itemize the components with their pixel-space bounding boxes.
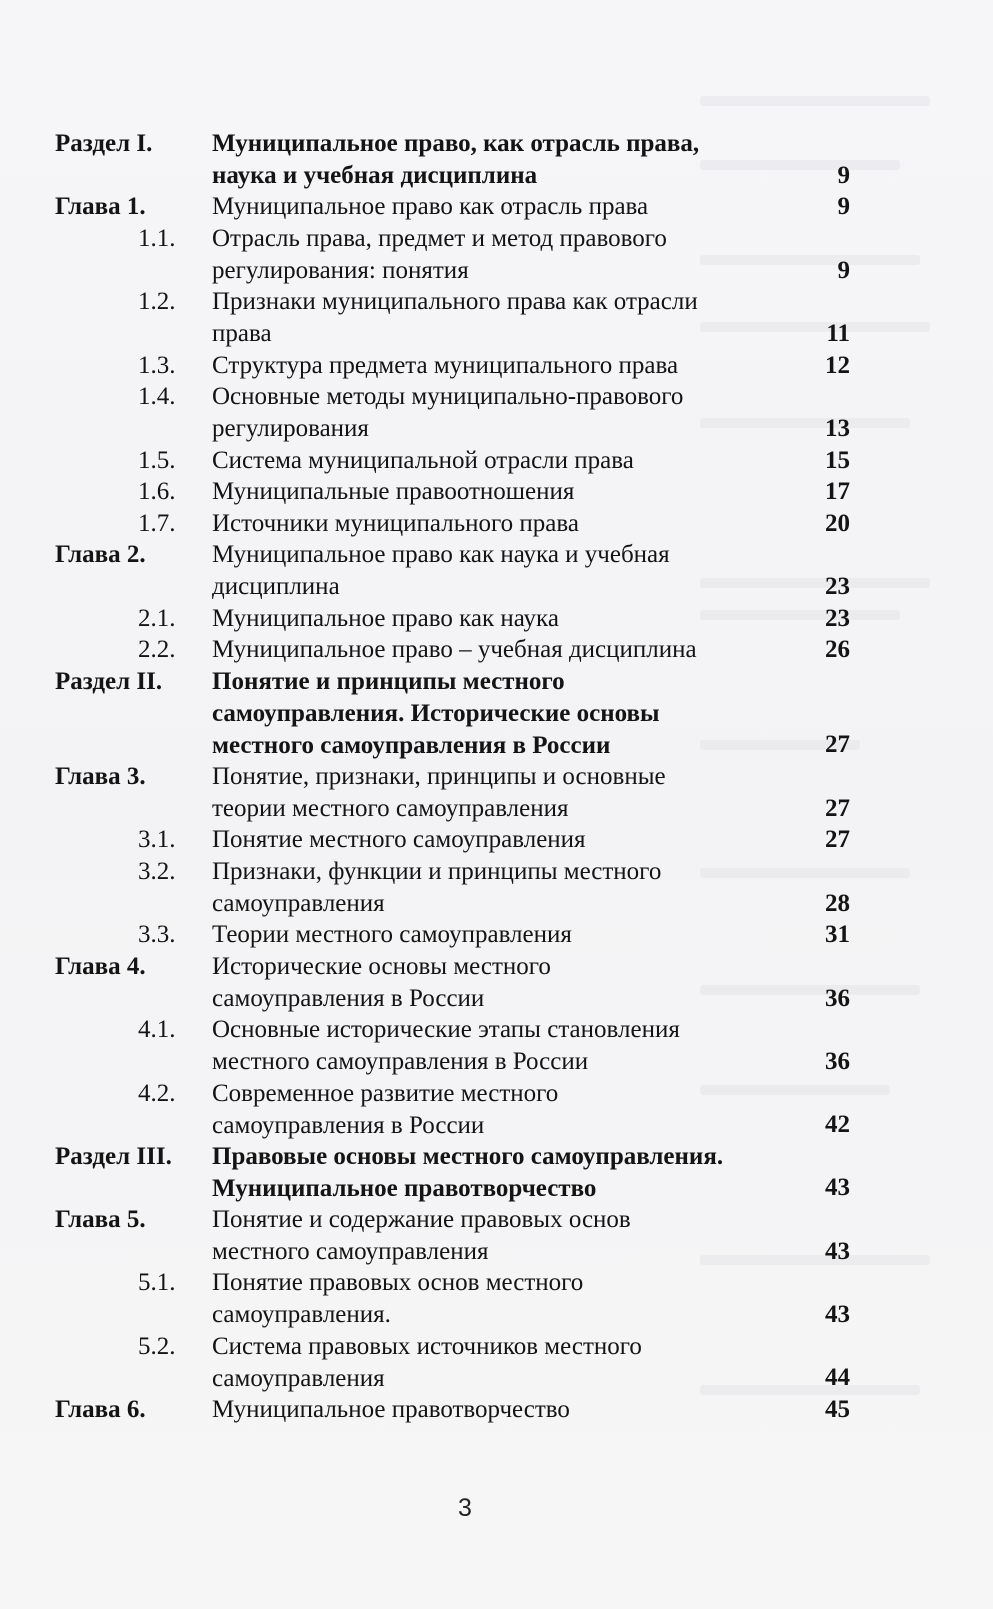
toc-page-number: 12 xyxy=(825,351,850,379)
toc-page-number: 36 xyxy=(825,1047,850,1075)
toc-entry-number: 1.1. xyxy=(138,224,176,252)
toc-entry-number: 1.7. xyxy=(138,509,176,537)
toc-entry-number: 1.6. xyxy=(138,478,176,506)
page-number: 3 xyxy=(458,1494,472,1522)
toc-entry-title xyxy=(212,634,772,666)
toc-entry-chapter xyxy=(0,1204,993,1267)
toc-title-line: Понятие, признаки, принципы и основные xyxy=(212,763,666,790)
toc-page-number: 36 xyxy=(825,984,850,1012)
toc-title-line: Понятие и принципы местного xyxy=(212,668,565,696)
toc-entry-sub xyxy=(0,919,993,951)
toc-page-number: 43 xyxy=(825,1301,850,1329)
toc-page-number: 27 xyxy=(825,731,850,759)
toc-title-line: самоуправления xyxy=(212,1364,385,1392)
toc-entry-title xyxy=(212,1014,772,1078)
toc-entry-title xyxy=(212,1331,772,1395)
toc-title-line: Муниципальное право как отрасль права xyxy=(212,193,649,221)
toc-entry-number: 1.4. xyxy=(138,383,176,411)
toc-entry-title xyxy=(212,223,772,287)
toc-entry-section xyxy=(0,128,993,191)
toc-entry-number: 1.3. xyxy=(138,351,176,379)
toc-title-line: теории местного самоуправления xyxy=(212,795,569,822)
toc-page-number: 26 xyxy=(825,636,850,664)
toc-entry-number: 3.2. xyxy=(138,857,176,885)
toc-entry-sub xyxy=(0,350,993,382)
toc-entry-number: 5.1. xyxy=(138,1269,176,1297)
toc-page-number: 44 xyxy=(825,1364,850,1392)
toc-entry-sub xyxy=(0,856,993,919)
toc-title-line: Муниципальное право, как отрасль права, xyxy=(212,130,700,157)
toc-page-number: 43 xyxy=(825,1174,850,1202)
toc-entry-sub xyxy=(0,1331,993,1394)
toc-title-line: регулирования xyxy=(212,415,369,443)
toc-entry-number: Глава 4. xyxy=(55,952,146,980)
toc-entry-number: Раздел I. xyxy=(55,130,153,157)
toc-entry-title xyxy=(212,381,772,445)
toc-entry-title xyxy=(212,1078,772,1142)
toc-entry-number: 3.3. xyxy=(138,921,176,949)
toc-page-number: 9 xyxy=(837,193,850,221)
toc-title-line: дисциплина xyxy=(212,573,340,601)
toc-title-line: самоуправления. xyxy=(212,1301,391,1329)
toc-entry-section xyxy=(0,666,993,761)
toc-entry-title xyxy=(212,761,772,825)
toc-page-number: 42 xyxy=(825,1111,850,1139)
toc-entry-title xyxy=(212,856,772,920)
toc-page-number: 31 xyxy=(825,921,850,949)
toc-entry-chapter xyxy=(0,539,993,602)
toc-entry-number: 2.2. xyxy=(138,636,176,664)
toc-title-line: местного самоуправления в России xyxy=(212,1048,589,1076)
toc-entry-number: 4.2. xyxy=(138,1079,176,1107)
toc-title-line: Понятие правовых основ местного xyxy=(212,1269,584,1297)
toc-title-line: Современное развитие местного xyxy=(212,1079,559,1107)
toc-entry-chapter xyxy=(0,191,993,223)
toc-page-number: 43 xyxy=(825,1237,850,1265)
toc-entry-number: Глава 2. xyxy=(55,541,146,569)
toc-entry-number: 1.2. xyxy=(138,288,176,316)
toc-page-number: 9 xyxy=(837,256,850,284)
toc-title-line: местного самоуправления xyxy=(212,1238,489,1266)
toc-title-line: регулирования: понятия xyxy=(212,256,469,284)
toc-entry-title xyxy=(212,508,772,540)
toc-title-line: Структура предмета муниципального права xyxy=(212,351,679,379)
toc-title-line: Система муниципальной отрасли права xyxy=(212,446,634,474)
toc-entry-number: Глава 3. xyxy=(55,763,146,790)
toc-entry-number: 1.5. xyxy=(138,446,176,474)
toc-entry-title xyxy=(212,1267,772,1331)
toc-page-number: 11 xyxy=(826,319,850,347)
toc-page-number: 20 xyxy=(825,509,850,537)
toc-title-line: Правовые основы местного самоуправления. xyxy=(212,1142,724,1170)
toc-page-number: 27 xyxy=(825,826,850,854)
toc-title-line: Муниципальное право как наука и учебная xyxy=(212,541,670,569)
toc-entry-title xyxy=(212,919,772,951)
toc-entry-sub xyxy=(0,381,993,444)
toc-entry-title xyxy=(212,1394,772,1426)
toc-entry-chapter xyxy=(0,1394,993,1426)
toc-page-number: 17 xyxy=(825,478,850,506)
toc-entry-title xyxy=(212,951,772,1015)
toc-title-line: самоуправления xyxy=(212,889,385,917)
toc-entry-sub xyxy=(0,603,993,635)
toc-entry-sub xyxy=(0,223,993,286)
toc-title-line: Основные методы муниципально-правового xyxy=(212,383,684,411)
toc-entry-number: Глава 5. xyxy=(55,1206,146,1234)
toc-entry-title xyxy=(212,476,772,508)
toc-title-line: Муниципальные правоотношения xyxy=(212,478,575,506)
toc-page-number: 45 xyxy=(825,1396,850,1423)
toc-entry-title xyxy=(212,445,772,477)
toc-entry-section xyxy=(0,1141,993,1204)
toc-entry-title xyxy=(212,1204,772,1268)
toc-title-line: Муниципальное право – учебная дисциплина xyxy=(212,636,697,664)
toc-title-line: Муниципальное правотворчество xyxy=(212,1174,597,1202)
toc-entry-sub xyxy=(0,476,993,508)
toc-title-line: самоуправления в России xyxy=(212,984,485,1012)
toc-page-number: 23 xyxy=(825,604,850,632)
toc-title-line: Муниципальное право как наука xyxy=(212,604,559,632)
toc-entry-number: Глава 6. xyxy=(55,1396,146,1423)
toc-entry-number: 5.2. xyxy=(138,1332,176,1360)
toc-title-line: самоуправления. Исторические основы xyxy=(212,700,660,728)
toc-entry-number: Раздел II. xyxy=(55,668,163,696)
toc-page-number: 23 xyxy=(825,573,850,601)
toc-title-line: Источники муниципального права xyxy=(212,509,579,537)
toc-entry-title xyxy=(212,286,772,350)
toc-entry-title xyxy=(212,350,772,382)
toc-title-line: самоуправления в России xyxy=(212,1111,485,1139)
toc-entry-title xyxy=(212,191,772,223)
toc-entry-number: Раздел III. xyxy=(55,1142,172,1170)
toc-title-line: права xyxy=(212,320,272,348)
toc-title-line: Муниципальное правотворчество xyxy=(212,1396,570,1423)
toc-entry-title xyxy=(212,603,772,635)
toc-title-line: местного самоуправления в России xyxy=(212,732,611,760)
toc-entry-title xyxy=(212,128,772,192)
toc-entry-sub xyxy=(0,1014,993,1077)
toc-entry-sub xyxy=(0,1078,993,1141)
toc-entry-sub xyxy=(0,286,993,349)
toc-title-line: Понятие местного самоуправления xyxy=(212,826,586,854)
toc-title-line: Теории местного самоуправления xyxy=(212,921,572,949)
toc-entry-chapter xyxy=(0,761,993,824)
toc-page-number: 9 xyxy=(837,161,850,189)
toc-entry-number: 4.1. xyxy=(138,1016,176,1044)
toc-entry-sub xyxy=(0,824,993,856)
toc-title-line: Признаки, функции и принципы местного xyxy=(212,857,662,885)
toc-title-line: Система правовых источников местного xyxy=(212,1332,642,1360)
toc-title-line: Понятие и содержание правовых основ xyxy=(212,1206,631,1234)
toc-page-number: 27 xyxy=(825,794,850,822)
toc-title-line: Исторические основы местного xyxy=(212,952,551,980)
toc-title-line: Признаки муниципального права как отрасли xyxy=(212,288,698,316)
toc-page-number: 15 xyxy=(825,446,850,474)
toc-entry-title xyxy=(212,824,772,856)
toc-entry-sub xyxy=(0,508,993,540)
toc-title-line: Отрасль права, предмет и метод правового xyxy=(212,224,667,252)
toc-page-number: 13 xyxy=(825,414,850,442)
toc-entry-chapter xyxy=(0,951,993,1014)
toc-page-number: 28 xyxy=(825,889,850,917)
toc-entry-sub xyxy=(0,445,993,477)
toc-entry-title xyxy=(212,666,772,762)
toc-entry-title xyxy=(212,539,772,603)
toc-entry-number: 2.1. xyxy=(138,604,176,632)
toc-entry-sub xyxy=(0,634,993,666)
toc-entry-title xyxy=(212,1141,772,1205)
toc-title-line: наука и учебная дисциплина xyxy=(212,162,538,189)
toc-entry-number: Глава 1. xyxy=(55,193,146,221)
toc-entry-number: 3.1. xyxy=(138,826,176,854)
toc-title-line: Основные исторические этапы становления xyxy=(212,1016,680,1044)
toc-entry-sub xyxy=(0,1267,993,1330)
